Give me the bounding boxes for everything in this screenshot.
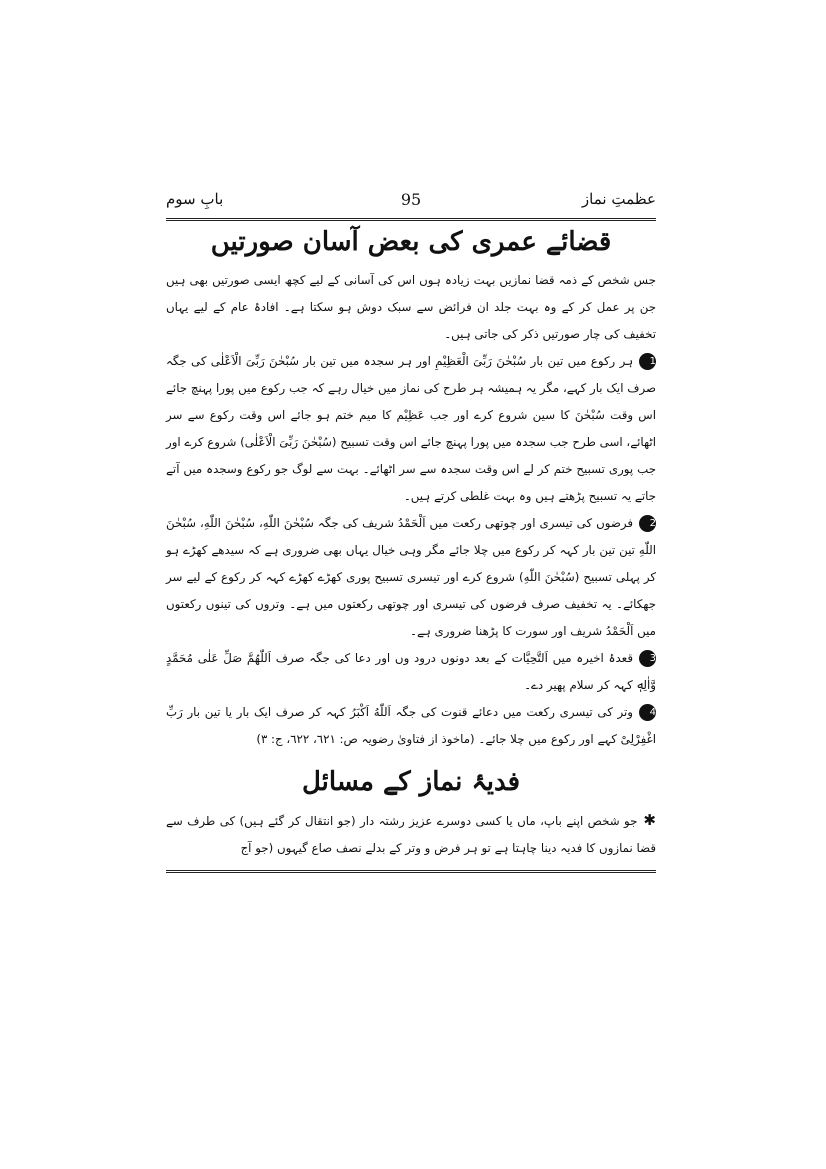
chapter-label: بابِ سوم xyxy=(166,190,224,208)
star-bullet-icon: ✱ xyxy=(643,811,656,829)
list-item-text-1: ہر رکوع میں تین بار سُبْحٰنَ رَبِّیَ الْعَظِیْمِ اور ہر سجدہ میں تین بار سُبْحٰنَ رَبِّیَ الْاَعْلٰی کی جگہ صرف ایک بار کہے، مگر یہ ہمیشہ ہر طرح کی نماز میں خیال رہے کہ جب رکوع میں پورا پہنچ جائے اس وقت سُبْحٰنَ کا سین شروع کرے اور جب عَظِیْم کا میم ختم ہو جائے اس وقت رکوع سے سر اٹھائے، اسی طرح جب سجدہ میں پورا پہنچ جائے اس وقت تسبیح (سُبْحٰنَ رَبِّیَ الْاَعْلٰی) شروع کرے اور جب پوری تسبیح ختم کر لے اس وقت سجدہ سے سر اٹھائے۔ بہت سے لوگ جو رکوع وسجدہ میں آتے جاتے یہ تسبیح پڑھتے ہیں وہ بہت غلطی کرتے ہیں۔ xyxy=(166,354,656,503)
intro-paragraph: جس شخص کے ذمہ قضا نمازیں بہت زیادہ ہوں اس کی آسانی کے لیے کچھ ایسی صورتیں بھی ہیں جن پر عمل کر کے وہ بہت جلد ان فرائض سے سبک دوش ہو سکتا ہے۔ افادۂ عام کے لیے یہاں تخفیف کی چار صورتیں ذکر کی جاتی ہیں۔ xyxy=(166,273,656,341)
list-item-2 xyxy=(166,510,656,645)
number-badge-3: 3 xyxy=(639,650,656,667)
number-badge-1: 1 xyxy=(639,353,656,370)
fidya-paragraph-text: جو شخص اپنے باپ، ماں یا کسی دوسرے عزیز رشتہ دار (جو انتقال کر گئے ہیں) کی طرف سے قضا نمازوں کا فدیہ دینا چاہتا ہے تو ہر فرض و وتر کے بدلے نصف صاع گیہوں (جو آج xyxy=(166,814,656,855)
page-number: 95 xyxy=(400,190,422,209)
list-item-text-4: وتر کی تیسری رکعت میں دعائے قنوت کی جگہ اَللّٰهُ اَكْبَرُ کہہ کر صرف ایک بار یا تین بار رَبِّ اغْفِرْلِیْ کہے اور رکوع میں چلا جائے۔ (ماخوذ از فتاویٰ رضویہ ص: ٦٢١، ٦٢٢، ج: ٣) xyxy=(166,705,656,746)
number-badge-2: 2 xyxy=(639,515,656,532)
list-item-4 xyxy=(166,699,656,753)
list-item-text-2: فرضوں کی تیسری اور چوتھی رکعت میں اَلْحَمْدُ شریف کی جگہ سُبْحٰنَ اللّٰهِ، سُبْحٰنَ اللّٰهِ، سُبْحٰنَ اللّٰهِ تین تین بار کہہ کر رکوع میں چلا جائے مگر وہی خیال یہاں بھی ضروری ہے کہ سیدھے کھڑے ہو کر پہلی تسبیح (سُبْحٰنَ اللّٰهِ) شروع کرے اور تیسری تسبیح پوری کھڑے کھڑے کہہ کر رکوع کے لیے سر جھکائے۔ یہ تخفیف صرف فرضوں کی تیسری اور چوتھی رکعتوں میں ہے۔ وتروں کی تینوں رکعتوں میں اَلْحَمْدُ شریف اور سورت کا پڑھنا ضروری ہے۔ xyxy=(166,516,656,638)
fidya-paragraph xyxy=(166,807,656,862)
book-title: عظمتِ نماز xyxy=(581,190,656,208)
number-badge-4: 4 xyxy=(639,704,656,721)
section-title-fidya: فدیۂ نماز کے مسائل xyxy=(301,767,521,797)
section-title-qaza-umri: قضائے عمری کی بعض آسان صورتیں xyxy=(210,227,612,257)
list-item-3 xyxy=(166,645,656,699)
footer-rule xyxy=(166,870,656,873)
list-item-1 xyxy=(166,348,656,510)
list-item-text-3: قعدۂ اخیرہ میں اَلتَّحِيَّات کے بعد دونوں درود وں اور دعا کی جگہ صرف اَللّٰهُمَّ صَلِّ عَلٰی مُحَمَّدٍ وَّاٰلِهٖ کہہ کر سلام پھیر دے۔ xyxy=(166,651,656,692)
book-page xyxy=(166,188,656,873)
running-header xyxy=(166,188,656,221)
